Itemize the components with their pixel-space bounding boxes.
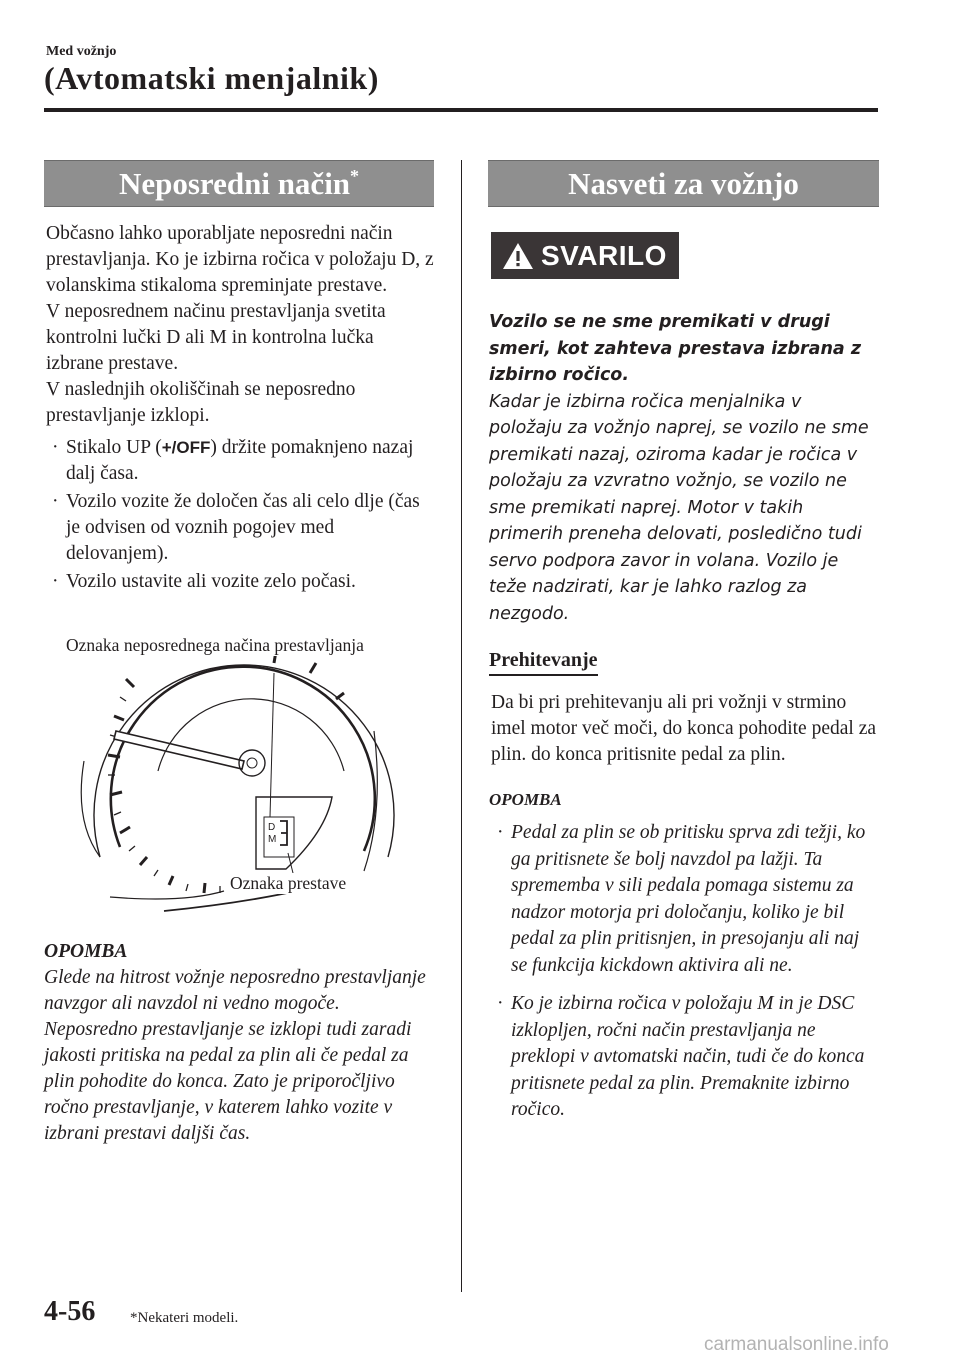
section-title: Neposredni način (118, 166, 351, 201)
section-title: Nasveti za vožnjo (568, 166, 799, 201)
list-item: · Ko je izbirna ročica v položaju M in je DSC izklopljen, ročni način prestavljanja ne preklopi v avtomatski način, tudi če do konca pritisnete pedal za plin. Premaknite izbirno ročico. (489, 991, 879, 1124)
section-banner-direct-mode (44, 160, 434, 207)
figure-label-direct-mode: Oznaka neposrednega načina prestavljanja (66, 635, 364, 655)
chapter-title: (Avtomatski menjalnik) (44, 60, 379, 96)
list-item: · Vozilo ustavite ali vozite zelo počasi. (44, 569, 434, 595)
indicator-m: M (268, 834, 277, 845)
list-item-text: Stikalo UP ( (66, 437, 162, 458)
section-banner-driving-tips (488, 160, 879, 207)
warning-badge (491, 232, 679, 279)
list-item: · Pedal za plin se ob pritisku sprva zdi težji, ko ga pritisnete še bolj navzdol pa lažji. Ta sprememba v sili pedala pomaga sistemu za nadzor motorja pri določanju, koliko je bil pedal za plin pritisnjen, in presojanju ali naj se funkcija kickdown aktivira ali ne. (489, 820, 879, 979)
right-column (489, 160, 879, 1124)
list-item: · Vozilo vozite že določen čas ali celo dlje (čas je odvisen od voznih pogojev med delovanjem). (44, 489, 434, 567)
breadcrumb: Med vožnjo (46, 44, 117, 59)
column-divider (461, 160, 462, 1292)
warning-triangle-icon (501, 241, 535, 271)
note-text: Glede na hitrost vožnje neposredno prestavljanje navzgor ali navzdol ni vedno mogoče. Neposredno prestavljanje se izklopi tudi zaradi jakosti pritiska na pedal za plin ali če pedal za plin pohodite do konca. Zato je priporočljivo ročno prestavljanje, v katerem lahko vozite v izbrani prestavi daljši čas. (44, 967, 426, 1144)
paragraph: V neposrednem načinu prestavljanja svetita kontrolni lučki D ali M in kontrolna lučka izbrane prestave. (46, 301, 386, 374)
warning-label: SVARILO (541, 239, 667, 271)
instrument-cluster-figure (44, 621, 434, 921)
warning-body-text: Kadar je izbirna ročica menjalnika v položaju za vožnjo naprej, se vozilo ne sme premikati nazaj, oziroma kadar je ročica v položaju za vzvratno vožnjo, se vozilo ne sme premikati naprej. Motor v takih primerih preneha delovati, posledično tudi servo podpora zavor in volana. Vozilo je teže nadzirati, kar je lahko razlog za nezgodo. (489, 391, 869, 624)
page-number: 4-56 (44, 1296, 96, 1327)
notes-list (489, 820, 879, 1124)
off-switch-label: +/OFF (161, 438, 211, 457)
subheading-overtaking: Prehitevanje (489, 649, 598, 676)
intro-text (46, 221, 434, 429)
header-rule (44, 108, 878, 112)
cancel-conditions-list (44, 435, 434, 595)
warning-text (489, 309, 879, 627)
paragraph: V naslednjih okoliščinah se neposredno prestavljanje izklopi. (46, 379, 356, 426)
left-column (44, 160, 434, 1147)
list-item-text: ) držite pomaknjeno nazaj dalj časa. (66, 437, 414, 484)
footnote-mark: * (350, 166, 360, 186)
indicator-d: D (268, 822, 276, 833)
paragraph: Občasno lahko uporabljate neposredni način prestavljanja. Ko je izbirna ročica v položaju D, z volanskima stikaloma spreminjate prestave. (46, 223, 434, 296)
note-heading: OPOMBA (44, 941, 128, 962)
warning-bold-text: Vozilo se ne sme premikati v drugi smeri, kot zahteva prestava izbrana z izbirno ročico. (489, 312, 862, 385)
overtaking-text: Da bi pri prehitevanju ali pri vožnji v strmino imel motor več moči, do konca pohodite pedal za plin. do konca pritisnite pedal za plin. (491, 692, 877, 765)
footnote: *Nekateri modeli. (130, 1310, 239, 1326)
list-item (44, 435, 434, 487)
figure-label-gear: Oznaka prestave (230, 873, 347, 893)
watermark: carmanualsonline.info (704, 1334, 889, 1355)
note-heading: OPOMBA (489, 790, 562, 809)
